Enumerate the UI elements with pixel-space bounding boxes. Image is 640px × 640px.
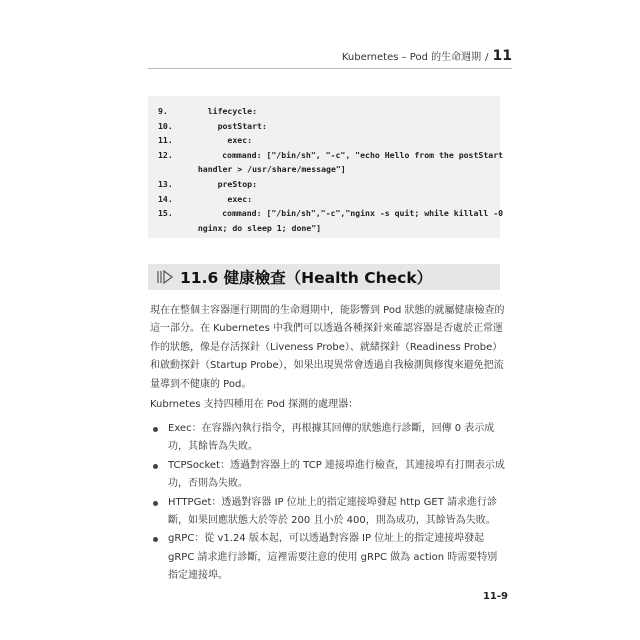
code-text: postStart: <box>188 120 267 131</box>
code-line <box>158 148 504 163</box>
code-block <box>148 96 504 238</box>
handler-list <box>150 420 506 586</box>
body-paragraph: Kubrnetes 支持四種用在 Pod 探測的處理器： <box>150 399 359 410</box>
list-item-text: HTTPGet：透過對容器 IP 位址上的指定連接埠發起 http GET 請求進行診斷，如果回應狀態大於等於 200 且小於 400，則為成功，其餘皆為失敗。 <box>168 496 497 527</box>
code-line <box>158 206 504 221</box>
list-item-text: TCPSocket：透過對容器上的 TCP 連接埠進行檢查，其連接埠有打開表示成功，否則為失敗。 <box>168 459 505 490</box>
list-item <box>150 420 506 457</box>
code-text: nginx; do sleep 1; done"] <box>188 222 322 233</box>
code-text: handler > /usr/share/message"] <box>188 164 346 175</box>
code-line <box>158 177 500 192</box>
code-text: exec: <box>188 193 253 204</box>
line-number: 11. <box>158 135 173 146</box>
running-header <box>342 48 512 64</box>
header-rule <box>148 68 512 69</box>
bullet-icon <box>153 537 158 542</box>
chapter-number: 11 <box>492 48 512 64</box>
bullet-icon <box>153 464 158 469</box>
section-heading <box>148 264 500 290</box>
code-text: preStop: <box>188 178 258 189</box>
chapter-title: Kubernetes – Pod 的生命週期 <box>341 52 482 63</box>
list-item <box>150 494 506 531</box>
code-line <box>158 133 500 148</box>
list-item <box>150 530 506 585</box>
section-title: 11.6 健康檢查（Health Check） <box>180 269 433 287</box>
code-line <box>158 104 500 119</box>
code-text: exec: <box>188 135 253 146</box>
line-number: 10. <box>158 120 173 131</box>
line-number: 13. <box>158 178 173 189</box>
page-number: 11-9 <box>482 591 508 602</box>
line-number <box>158 162 188 177</box>
section-arrow-icon <box>156 268 174 286</box>
line-number: 12. <box>158 149 173 160</box>
bullet-icon <box>153 501 158 506</box>
code-line <box>158 162 500 177</box>
line-number: 9. <box>158 106 168 116</box>
list-item-text: Exec：在容器內執行指令，再根據其回傳的狀態進行診斷，回傳 0 表示成功，其餘皆為失敗。 <box>168 423 495 453</box>
code-text: command: ["/bin/sh","-c","nginx -s quit; while killall -0 <box>172 208 504 219</box>
line-number: 14. <box>158 193 173 204</box>
code-line <box>158 119 500 134</box>
code-text: lifecycle: <box>188 106 258 116</box>
list-item-text: gRPC：從 v1.24 版本起，可以透過對容器 IP 位址上的指定連接埠發起 gRPC 請求進行診斷，這裡需要注意的使用 gRPC 做為 action 時需要特別指定連接埠。 <box>168 533 498 582</box>
code-text: command: ["/bin/sh", "-c", "echo Hello from the postStart <box>172 149 504 160</box>
list-item <box>150 457 506 494</box>
line-number: 15. <box>158 208 173 219</box>
code-line <box>158 221 500 236</box>
bullet-icon <box>153 427 158 432</box>
body-paragraph: 現在在整個主容器運行期間的生命週期中，能影響到 Pod 狀態的就屬健康檢查的這一部分。在 Kubernetes 中我們可以透過各種探針來確認容器是否處於正常運作的狀態，像是存活探針（Liveness Probe）、就緒探針（Readiness Probe）和啟動探針（Startup Probe），如果出現異常會透過自我檢測與修復來避免把流量導到不健康的 Pod。 <box>150 305 505 390</box>
code-line <box>158 192 500 207</box>
header-separator: / <box>485 52 489 63</box>
line-number <box>158 221 188 236</box>
